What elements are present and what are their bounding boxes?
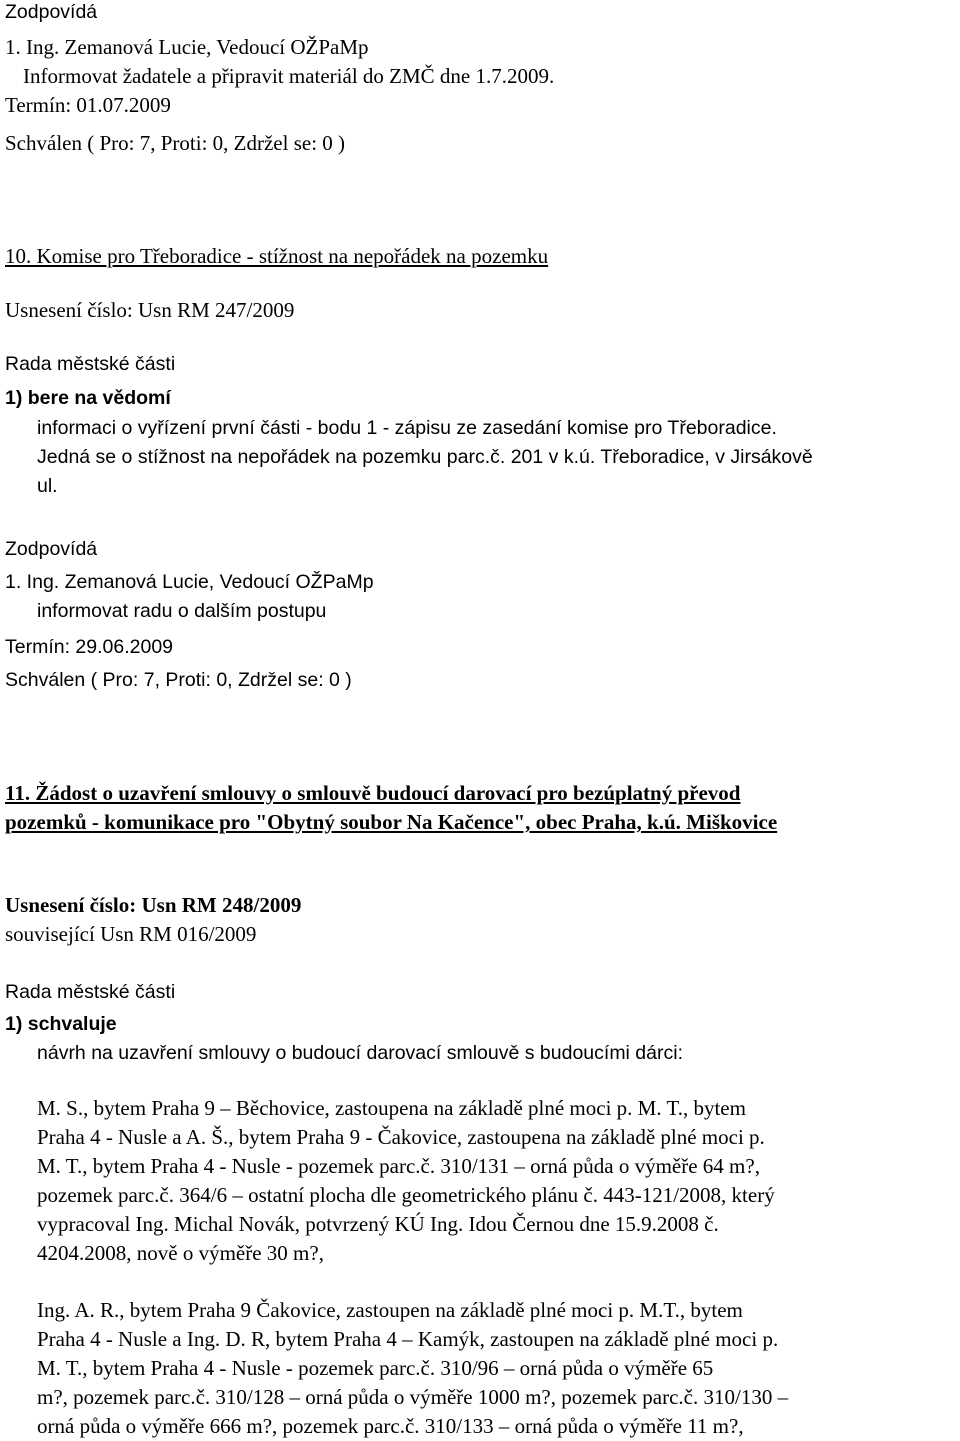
item-10-resolution-number: Usnesení číslo: Usn RM 247/2009 (5, 298, 295, 322)
donor-line: M. T., bytem Praha 4 - Nusle - pozemek parc.č. 310/96 – orná půda o výměře 65 (37, 1356, 714, 1380)
item-10-body-label: Rada městské části (5, 353, 176, 375)
donor-line: 4204.2008, nově o výměře 30 m?, (37, 1241, 324, 1265)
donor-paragraph-2 (37, 1296, 955, 1441)
donor-line: M. T., bytem Praha 4 - Nusle - pozemek parc.č. 310/131 – orná půda o výměře 64 m?, (37, 1154, 760, 1178)
vote-result: Schválen ( Pro: 7, Proti: 0, Zdržel se: 0 ) (5, 131, 346, 155)
item-10-heading: 10. Komise pro Třeboradice - stížnost na nepořádek na pozemku (5, 244, 549, 268)
item-11-related-resolution: související Usn RM 016/2009 (5, 922, 257, 946)
item-11-resolution-number: Usnesení číslo: Usn RM 248/2009 (5, 893, 302, 917)
item-11-heading: pozemků - komunikace pro "Obytný soubor Na Kačence", obec Praha, k.ú. Miškovice (5, 810, 778, 834)
item-10-text-line: informaci o vyřízení první části - bodu 1 - zápisu ze zasedání komise pro Třeboradice. (37, 417, 777, 439)
responsible-person: 1. Ing. Zemanová Lucie, Vedoucí OŽPaMp (5, 35, 369, 59)
item-10-text-line: Jedná se o stížnost na nepořádek na pozemku parc.č. 201 v k.ú. Třeboradice, v Jirsákově (37, 446, 813, 468)
item-10-task: informovat radu o dalším postupu (37, 600, 327, 622)
donor-line: Praha 4 - Nusle a A. Š., bytem Praha 9 - Čakovice, zastoupena na základě plné moci p. (37, 1125, 765, 1149)
item-11-action: 1) schvaluje (5, 1013, 117, 1035)
task-text: Informovat žadatele a připravit materiál do ZMČ dne 1.7.2009. (23, 64, 555, 88)
donor-line: pozemek parc.č. 364/6 – ostatní plocha dle geometrického plánu č. 443-121/2008, který (37, 1183, 775, 1207)
item-10-responsible-label: Zodpovídá (5, 538, 98, 560)
item-11-body-label: Rada městské části (5, 981, 176, 1003)
item-10-vote-result: Schválen ( Pro: 7, Proti: 0, Zdržel se: 0 ) (5, 669, 352, 691)
item-10-responsible-person: 1. Ing. Zemanová Lucie, Vedoucí OŽPaMp (5, 571, 374, 593)
item-10-text-line: ul. (37, 475, 58, 497)
donor-line: m?, pozemek parc.č. 310/128 – orná půda o výměře 1000 m?, pozemek parc.č. 310/130 – (37, 1385, 789, 1409)
item-10-action: 1) bere na vědomí (5, 387, 171, 409)
deadline: Termín: 01.07.2009 (5, 93, 171, 117)
item-10-deadline: Termín: 29.06.2009 (5, 636, 174, 658)
donor-line: vypracoval Ing. Michal Novák, potvrzený KÚ Ing. Idou Černou dne 15.9.2008 č. (37, 1212, 719, 1236)
responsible-label: Zodpovídá (5, 1, 98, 23)
donor-line: orná půda o výměře 666 m?, pozemek parc.č. 310/133 – orná půda o výměře 11 m?, (37, 1414, 744, 1438)
donor-paragraph-1 (37, 1094, 955, 1268)
donor-line: Ing. A. R., bytem Praha 9 Čakovice, zastoupen na základě plné moci p. M.T., bytem (37, 1298, 743, 1322)
donor-line: Praha 4 - Nusle a Ing. D. R, bytem Praha 4 – Kamýk, zastoupen na základě plné moci p. (37, 1327, 779, 1351)
item-11-heading: 11. Žádost o uzavření smlouvy o smlouvě budoucí darovací pro bezúplatný převod (5, 781, 741, 805)
item-11-proposal: návrh na uzavření smlouvy o budoucí darovací smlouvě s budoucími dárci: (37, 1042, 683, 1064)
donor-line: M. S., bytem Praha 9 – Běchovice, zastoupena na základě plné moci p. M. T., bytem (37, 1096, 746, 1120)
